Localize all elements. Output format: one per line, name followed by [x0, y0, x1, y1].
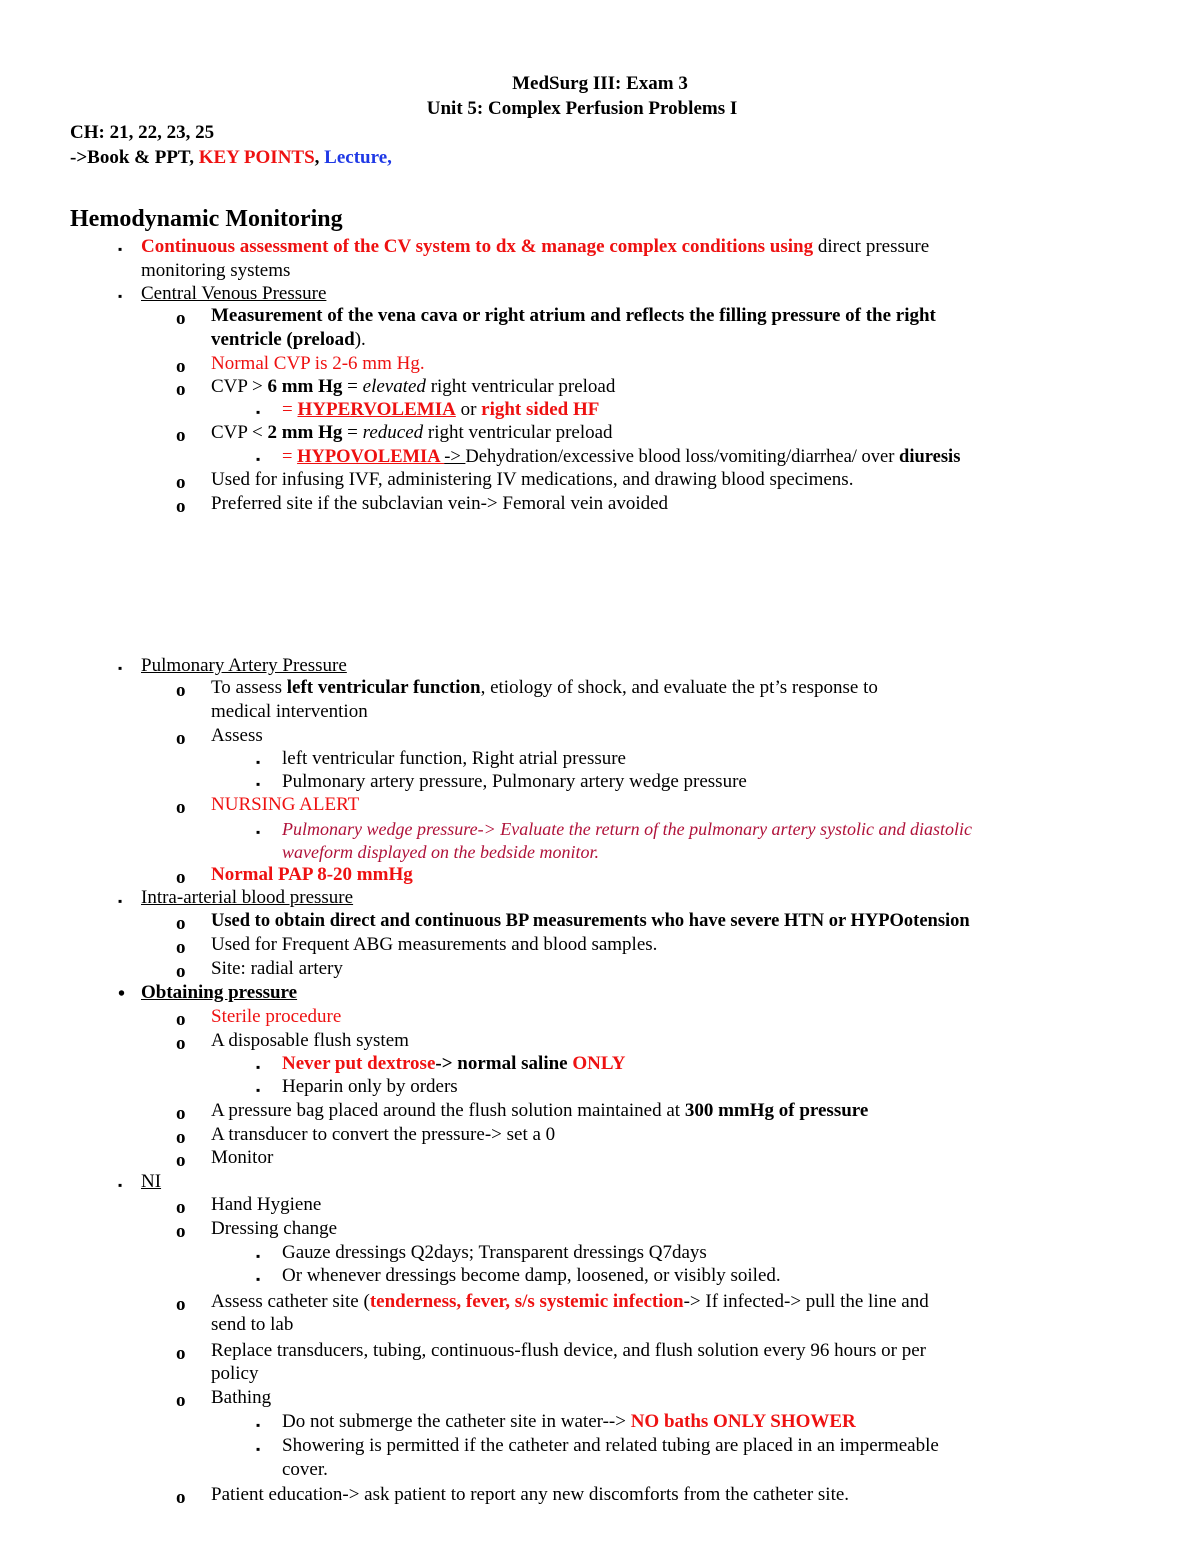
- doc-title: MedSurg III: Exam 3: [512, 73, 688, 94]
- bullet-l2: o: [176, 1294, 186, 1315]
- hyper-eq: =: [282, 399, 298, 420]
- never-saline: normal saline: [457, 1053, 573, 1074]
- ni-gauze: Gauze dressings Q2days; Transparent dressings Q7days: [282, 1242, 707, 1263]
- pap-assess-1b: left ventricular function: [286, 677, 481, 698]
- bullet-l1: •: [118, 983, 126, 1005]
- bag-b: 300 mmHg of pressure: [684, 1100, 869, 1121]
- hypo-arrow: ->: [444, 447, 466, 467]
- bullet-l3: ▪: [256, 1060, 261, 1074]
- pap-assess-1: [211, 676, 878, 700]
- bullet-l3: ▪: [256, 1272, 261, 1286]
- ni-replace-1: Replace transducers, tubing, continuous-flush device, and flush solution every 96 hours or per: [211, 1340, 926, 1361]
- obtain-sterile: Sterile procedure: [211, 1006, 342, 1027]
- hyper-or: or: [455, 399, 482, 420]
- cvp-used: Used for infusing IVF, administering IV medications, and drawing blood specimens.: [211, 469, 854, 490]
- hypo-eq: =: [282, 447, 298, 467]
- ni-site: [211, 1290, 929, 1314]
- bullet-l2: o: [176, 496, 186, 517]
- obtain-never: [282, 1052, 626, 1076]
- cvp-low-d: reduced: [362, 422, 424, 443]
- cvp-high-d: elevated: [362, 376, 426, 397]
- cvp-high-c: =: [342, 376, 363, 397]
- sources-sep: ,: [314, 147, 325, 168]
- ni-bathing: Bathing: [211, 1387, 272, 1408]
- bullet-l2: o: [176, 867, 186, 888]
- cvp-measurement-2a: ventricle (preload: [211, 329, 355, 350]
- bullet-l3: ▪: [256, 777, 261, 791]
- iabp-site: Site: radial artery: [211, 958, 343, 979]
- nursing-alert-1: Pulmonary wedge pressure-> Evaluate the return of the pulmonary artery systolic and diastolic: [282, 819, 973, 839]
- obtain-heading: Obtaining pressure: [141, 982, 298, 1003]
- iabp-heading: Intra-arterial blood pressure: [141, 887, 354, 908]
- cvp-normal: Normal CVP is 2-6 mm Hg.: [211, 353, 425, 374]
- pap-assess-2: medical intervention: [211, 701, 368, 722]
- cvp-preferred: Preferred site if the subclavian vein-> Femoral vein avoided: [211, 493, 669, 514]
- cvp-low-b: 2 mm Hg: [267, 422, 343, 443]
- site-a: Assess catheter site (: [211, 1291, 370, 1312]
- bullet-l1: ▪: [118, 242, 123, 256]
- bullet-l3: ▪: [256, 405, 261, 419]
- bullet-l1: ▪: [118, 661, 123, 675]
- bullet-l2: o: [176, 797, 186, 818]
- hypervolemia: HYPERVOLEMIA: [297, 399, 456, 420]
- bullet-l2: o: [176, 356, 186, 377]
- pap-heading: Pulmonary Artery Pressure: [141, 655, 347, 676]
- obtain-heparin: Heparin only by orders: [282, 1076, 458, 1097]
- right-sided-hf: right sided HF: [481, 399, 600, 420]
- bullet-l2: o: [176, 1033, 186, 1054]
- never-arrow: ->: [435, 1053, 458, 1074]
- ni-dressing: Dressing change: [211, 1218, 338, 1239]
- continuous-red: Continuous assessment of the CV system to dx & manage complex conditions using: [141, 236, 814, 257]
- ni-bath-2b: cover.: [282, 1459, 328, 1480]
- bath-1b: NO baths ONLY SHOWER: [630, 1411, 856, 1432]
- bullet-l2: o: [176, 1221, 186, 1242]
- iabp-used-1: Used to obtain direct and continuous BP measurements who have severe HTN or HYPOotension: [211, 911, 970, 931]
- bullet-l1: ▪: [118, 894, 123, 908]
- chapters: CH: 21, 22, 23, 25: [70, 122, 215, 143]
- bullet-l2: o: [176, 1127, 186, 1148]
- bath-1a: Do not submerge the catheter site in water-->: [282, 1411, 631, 1432]
- bullet-l3: ▪: [256, 452, 261, 466]
- bullet-l3: ▪: [256, 1442, 261, 1456]
- cvp-high-e: right ventricular preload: [425, 376, 616, 397]
- bullet-l2: o: [176, 680, 186, 701]
- bullet-l2: o: [176, 1390, 186, 1411]
- bullet-l2: o: [176, 961, 186, 982]
- bullet-l1: ▪: [118, 289, 123, 303]
- cvp-hypovolemia: [282, 445, 960, 469]
- bullet-l3: ▪: [256, 1249, 261, 1263]
- obtain-monitor: Monitor: [211, 1147, 274, 1168]
- ni-replace-2: policy: [211, 1363, 259, 1384]
- cvp-high-a: CVP >: [211, 376, 268, 397]
- bullet-l2: o: [176, 1103, 186, 1124]
- ni-heading: NI: [141, 1171, 162, 1192]
- never-dextrose: Never put dextrose: [282, 1053, 436, 1074]
- ni-site-2: send to lab: [211, 1314, 294, 1335]
- pap-normal: Normal PAP 8-20 mmHg: [211, 864, 413, 885]
- lecture: Lecture,: [324, 147, 392, 168]
- never-only: ONLY: [572, 1053, 626, 1074]
- site-c: -> If infected-> pull the line and: [683, 1291, 929, 1312]
- ni-damp: Or whenever dressings become damp, loosened, or visibly soiled.: [282, 1265, 781, 1286]
- cvp-high-b: 6 mm Hg: [267, 376, 343, 397]
- iabp-used-2: Used for Frequent ABG measurements and blood samples.: [211, 934, 658, 955]
- bullet-l2: o: [176, 308, 186, 329]
- bullet-l2: o: [176, 1487, 186, 1508]
- ni-bath-1: [282, 1410, 856, 1434]
- pap-assess-1c: , etiology of shock, and evaluate the pt’s response to: [480, 677, 878, 698]
- cvp-measurement-2: [211, 328, 366, 352]
- ni-bath-2: Showering is permitted if the catheter and related tubing are placed in an impermeable: [282, 1435, 939, 1456]
- bullet-l2: o: [176, 1150, 186, 1171]
- cvp-measurement: Measurement of the vena cava or right atrium and reflects the filling pressure of the right: [211, 305, 936, 326]
- bag-a: A pressure bag placed around the flush solution maintained at: [211, 1100, 685, 1121]
- site-b: tenderness, fever, s/s systemic infection: [369, 1291, 684, 1312]
- cvp-low-a: CVP <: [211, 422, 268, 443]
- bullet-l2: o: [176, 472, 186, 493]
- ni-hygiene: Hand Hygiene: [211, 1194, 322, 1215]
- cvp-low-c: =: [342, 422, 363, 443]
- bullet-l2: o: [176, 1343, 186, 1364]
- obtain-transducer: A transducer to convert the pressure-> set a 0: [211, 1124, 556, 1145]
- obtain-flush: A disposable flush system: [211, 1030, 409, 1051]
- hypo-rest: Dehydration/excessive blood loss/vomiting/diarrhea/ over: [465, 447, 900, 467]
- continuous-assessment: [141, 235, 929, 259]
- bullet-l2: o: [176, 1197, 186, 1218]
- pap-sub-1: left ventricular function, Right atrial pressure: [282, 748, 626, 769]
- bullet-l2: o: [176, 425, 186, 446]
- sources-line: [70, 146, 392, 170]
- hypo-diuresis: diuresis: [899, 447, 961, 467]
- cvp-measurement-2b: ).: [354, 329, 366, 350]
- bullet-l2: o: [176, 1009, 186, 1030]
- bullet-l3: ▪: [256, 825, 261, 839]
- obtain-bag: [211, 1099, 868, 1123]
- cvp-high: [211, 375, 615, 399]
- bullet-l2: o: [176, 937, 186, 958]
- section-title: Hemodynamic Monitoring: [70, 206, 343, 232]
- pap-assess: Assess: [211, 725, 263, 746]
- doc-subtitle: Unit 5: Complex Perfusion Problems I: [426, 98, 738, 119]
- continuous-line2: monitoring systems: [141, 260, 291, 281]
- bullet-l3: ▪: [256, 1083, 261, 1097]
- cvp-low: [211, 421, 613, 445]
- bullet-l3: ▪: [256, 1418, 261, 1432]
- cvp-hypervolemia: [282, 398, 599, 422]
- ni-education: Patient education-> ask patient to report any new discomforts from the catheter site.: [211, 1484, 850, 1505]
- bullet-l2: o: [176, 913, 186, 934]
- continuous-tail: direct pressure: [813, 236, 930, 257]
- nursing-alert: NURSING ALERT: [211, 794, 360, 815]
- bullet-l1: ▪: [118, 1178, 123, 1192]
- nursing-alert-2: waveform displayed on the bedside monitor.: [282, 842, 599, 862]
- pap-assess-1a: To assess: [211, 677, 287, 698]
- bullet-l2: o: [176, 379, 186, 400]
- bullet-l3: ▪: [256, 755, 261, 769]
- cvp-heading: Central Venous Pressure: [141, 283, 327, 304]
- key-points: KEY POINTS: [198, 147, 315, 168]
- sources-prefix: ->Book & PPT,: [70, 147, 199, 168]
- bullet-l2: o: [176, 728, 186, 749]
- cvp-low-e: right ventricular preload: [423, 422, 613, 443]
- hypovolemia: HYPOVOLEMIA: [297, 447, 445, 467]
- pap-sub-2: Pulmonary artery pressure, Pulmonary artery wedge pressure: [282, 771, 747, 792]
